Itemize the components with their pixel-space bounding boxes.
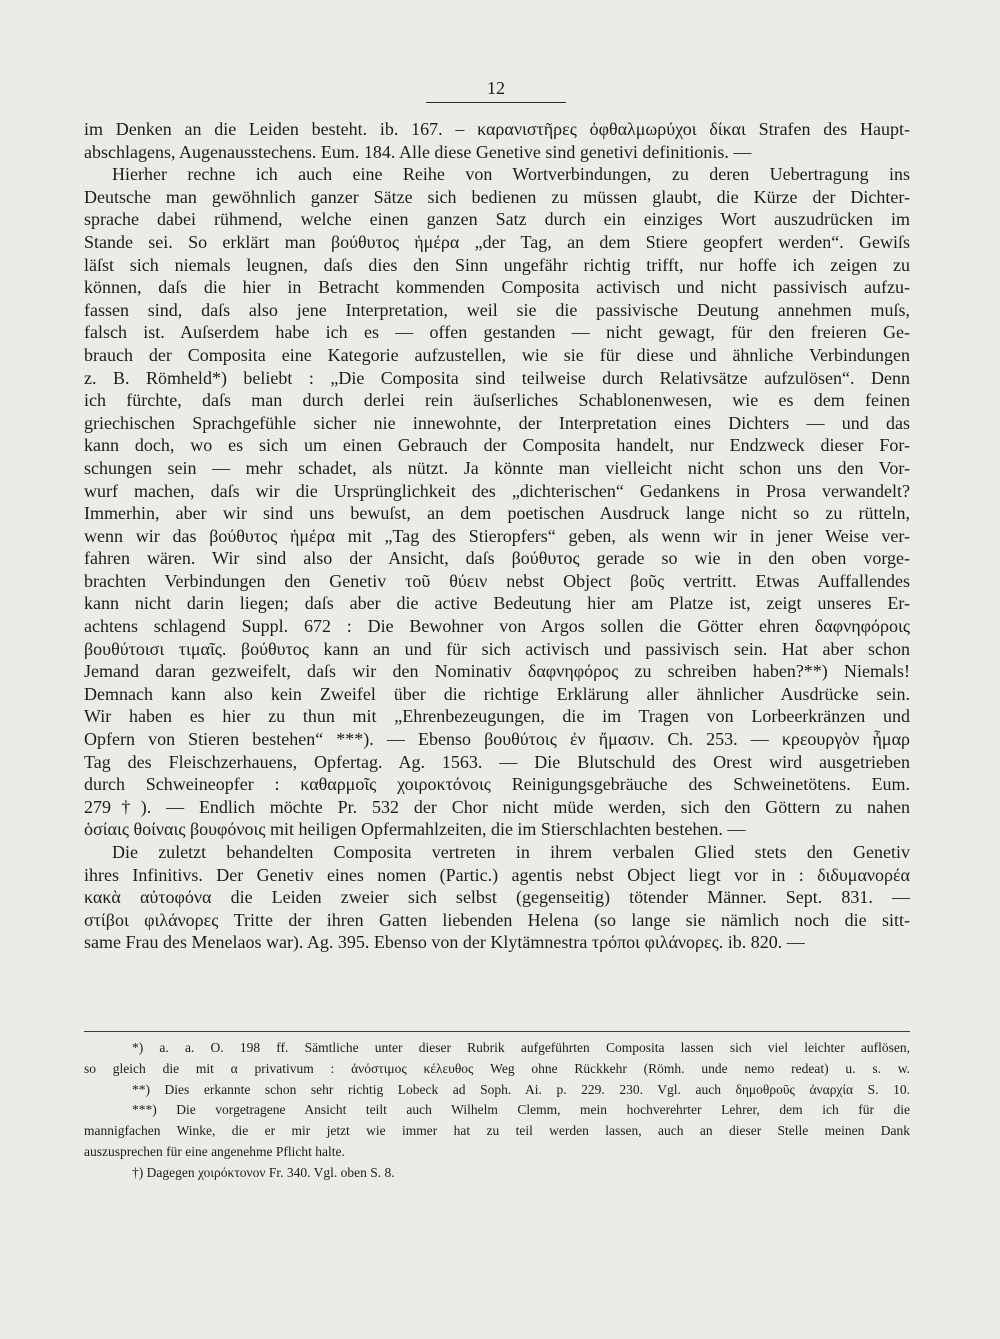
footnote-line: so gleich die mit α privativum : ἀνόστιμος κέλευθος Weg ohne Rückkehr (Römh. unde nemo redeat) u. s. w.	[84, 1060, 910, 1076]
footnote-line: auszusprechen für eine angenehme Pflicht halte.	[84, 1143, 345, 1159]
text-line: ihres Infinitivs. Der Genetiv eines nomen (Partic.) agentis nebst Object liegt vor in : διδυμανορέα	[84, 864, 910, 885]
text-line: ich fürchte, daſs man durch derlei rein äuſserliches Schablonenwesen, wie es dem feinen	[84, 390, 910, 411]
text-line: sprache dabei rühmend, welche einen ganzen Satz durch ein einziges Wort auszudrücken im	[84, 209, 910, 230]
text-line: fassen sind, daſs also jene Interpretation, weil sie die passivische Deutung annehmen muſs,	[84, 299, 910, 320]
text-line: same Frau des Menelaos war). Ag. 395. Ebenso von der Klytämnestra τρόποι φιλάνορες. ib. 820. —	[84, 932, 805, 953]
footnote-divider	[84, 1031, 910, 1032]
footnote-line: *) a. a. O. 198 ff. Sämtliche unter dieser Rubrik aufgeführten Composita lassen sich viel leichter auflösen,	[132, 1040, 910, 1055]
footnote-line: ***) Die vorgetragene Ansicht teilt auch Wilhelm Clemm, mein hochverehrter Lehrer, dem ich für die	[132, 1102, 910, 1118]
footnotes	[84, 1038, 910, 1184]
text-line: Die zuletzt behandelten Composita vertreten in ihrem verbalen Glied stets den Genetiv	[112, 842, 910, 862]
text-line: Immerhin, aber wir sind uns bewuſst, an dem poetischen Ausdruck lange nicht so zu rütteln,	[84, 503, 910, 524]
text-line: kann nicht darin liegen; daſs aber die active Bedeutung hier am Platze ist, zeigt unseres Er-	[84, 593, 910, 614]
body-text	[84, 118, 910, 954]
text-line: βουθύτοισι τιμαῖς. βούθυτος kann an und für sich activisch und passivisch sein. Hat aber schon	[84, 638, 910, 659]
text-line: fahren wären. Wir sind also der Ansicht, daſs βούθυτος gerade so wie in den oben vorge-	[84, 548, 910, 569]
text-line: kann doch, wo es sich um einen Gebrauch der Composita handelt, nur Endzweck dieser For-	[84, 435, 910, 456]
text-line: abschlagens, Augenausstechens. Eum. 184. Alle diese Genetive sind genetivi definitionis. —	[84, 141, 752, 162]
text-line: brachten Verbindungen den Genetiv τοῦ θύειν nebst Object βοῦς vertritt. Etwas Auffallendes	[84, 570, 910, 591]
text-line: Stande sei. So erklärt man βούθυτος ἡμέρα „der Tag, an dem Stiere geopfert werden“. Gewiſs	[84, 231, 910, 252]
text-line: können, daſs die hier in Betracht kommenden Composita activisch und nicht passivisch aufzu-	[84, 277, 910, 298]
text-line: brauch der Composita eine Kategorie aufzustellen, wie sie für diese und ähnliche Verbindungen	[84, 344, 910, 365]
text-line: Demnach kann also kein Zweifel über die richtige Erklärung aller ähnlicher Ausdrücke sein.	[84, 683, 910, 704]
text-line: Deutsche man gewöhnlich ganzer Sätze sich bedienen zu müssen glaubt, die Kürze der Dichter-	[84, 186, 910, 207]
text-line: griechischen Sprachgefühle sicher nie innewohnte, der Interpretation eines Dichters — und das	[84, 412, 910, 433]
text-line: durch Schweineopfer : καθαρμοῖς χοιροκτόνοις Reinigungsgebräuche des Schweinetötens. Eum.	[84, 774, 910, 795]
page-number: 12	[426, 78, 566, 103]
text-line: ὁσίαις θοίναις βουφόνοις mit heiligen Opfermahlzeiten, die im Stierschlachten bestehen. —	[84, 819, 746, 840]
text-line: im Denken an die Leiden besteht. ib. 167. – καρανιστῆρες ὀφθαλμωρύχοι δίκαι Strafen des Haupt-	[84, 119, 910, 139]
text-line: Tag des Fleischzerhauens, Opfertag. Ag. 1563. — Die Blutschuld des Orest wird ausgetrieben	[84, 751, 910, 772]
footnote-line: mannigfachen Winke, die er mir jetzt wie immer hat zu teil werden lassen, auch an dieser Stelle meinen Dank	[84, 1123, 910, 1139]
text-line: wurf machen, daſs wir die Ursprünglichkeit des „dichterischen“ Gedankens in Prosa verwandelt?	[84, 480, 910, 501]
text-line: στίβοι φιλάνορες Tritte der ihren Gatten liebenden Helena (so lange sie nämlich noch die sitt-	[84, 909, 910, 930]
footnote-line: **) Dies erkannte schon sehr richtig Lobeck ad Soph. Ai. p. 229. 230. Vgl. auch δημοθροῦς ἀναρχία S. 10.	[132, 1081, 910, 1097]
text-line: wenn wir das βούθυτος ἡμέρα mit „Tag des Stieropfers“ geben, als wenn wir in jener Weise ver-	[84, 525, 910, 546]
text-line: achtens schlagend Suppl. 672 : Die Bewohner von Argos sollen die Götter ehren δαφνηφόροις	[84, 616, 910, 637]
text-line: Opfern von Stieren bestehen“ ***). — Ebenso βουθύτοις ἐν ἤμασιν. Ch. 253. — κρεουργὸν ἦμαρ	[84, 729, 910, 750]
text-line: 279†). — Endlich möchte Pr. 532 der Chor nicht müde werden, sich den Göttern zu nahen	[84, 796, 910, 817]
text-line: schungen sein — mehr schadet, als nützt. Ja könnte man vielleicht nicht schon uns den Vor-	[84, 457, 910, 478]
text-line: Hierher rechne ich auch eine Reihe von Wortverbindungen, zu deren Uebertragung ins	[112, 164, 910, 185]
text-line: κακὰ αὐτοφόνα die Leiden zweier sich selbst (gegenseitig) tötender Männer. Sept. 831. —	[84, 887, 910, 908]
text-line: Jemand daran gezweifelt, daſs wir den Nominativ δαφνηφόρος zu schreiben haben?**) Niemals!	[84, 661, 910, 682]
text-line: z. B. Römheld*) beliebt : „Die Composita sind teilweise durch Relativsätze aufzulösen“. Denn	[84, 367, 910, 388]
text-line: läſst sich niemals leugnen, daſs dies den Sinn ungefähr richtig trifft, nur hoffe ich zeigen zu	[84, 254, 910, 275]
footnote-line: †) Dagegen χοιρόκτονον Fr. 340. Vgl. oben S. 8.	[132, 1164, 395, 1180]
text-line: Wir haben es hier zu thun mit „Ehrenbezeugungen, die im Tragen von Lorbeerkränzen und	[84, 706, 910, 727]
text-line: falsch ist. Auſserdem habe ich es — offen gestanden — nicht gewagt, für den freieren Ge-	[84, 322, 910, 343]
